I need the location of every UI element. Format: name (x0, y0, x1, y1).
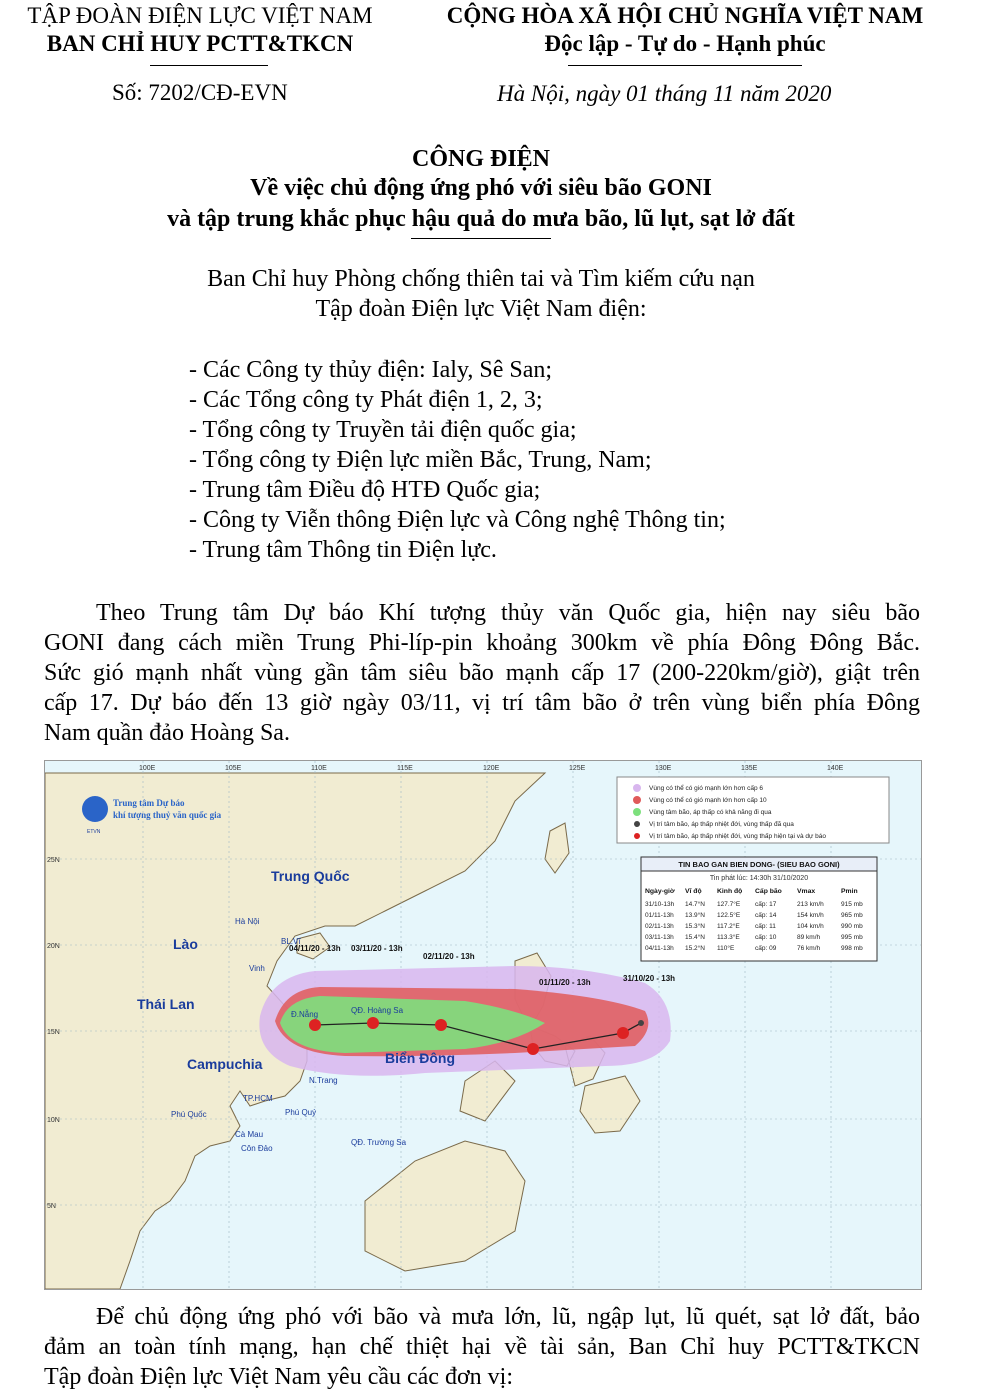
lat-label: 25N (47, 857, 60, 864)
country-label: Campuchia (187, 1056, 263, 1072)
lon-label: 115E (397, 765, 413, 772)
lon-label: 135E (741, 765, 758, 772)
taiwan-island (545, 823, 569, 873)
table-cell: cấp: 17 (755, 901, 777, 908)
table-cell: 995 mb (841, 934, 863, 941)
table-cell: 04/11-13h (645, 945, 674, 952)
legend-item: Vị trí tâm bão, áp thấp nhiệt đới, vùng thấp hiện tại và dự báo (649, 833, 827, 840)
paragraph-2 (44, 1302, 920, 1392)
table-cell: 76 km/h (797, 945, 821, 952)
table-header: Cấp bão (755, 888, 782, 895)
lon-label: 120E (483, 765, 500, 772)
table-cell: cấp: 14 (755, 912, 777, 919)
lat-label: 10N (47, 1117, 60, 1124)
place-label: Vinh (249, 964, 265, 973)
storm-symbol-icon (527, 1043, 539, 1055)
table-cell: 113.3°E (717, 934, 740, 941)
table-cell: 13.9°N (685, 912, 705, 919)
place-label: N.Trang (309, 1076, 338, 1085)
lon-label: 130E (655, 765, 672, 772)
text-line: Để chủ động ứng phó với bão và mưa lớn, lũ, ngập lụt, lũ quét, sạt lở đất, bảo (96, 1304, 920, 1330)
table-cell: 127.7°E (717, 901, 741, 908)
storm-bulletin (641, 857, 877, 961)
doc-number: Số: 7202/CĐ-EVN (112, 80, 288, 105)
storm-track-map (44, 760, 922, 1290)
agency-name: khí tượng thuỷ văn quốc gia (113, 810, 222, 820)
table-header: Kinh độ (717, 888, 743, 895)
divider (411, 238, 551, 239)
list-item: - Công ty Viễn thông Điện lực và Công nghệ Thông tin; (189, 507, 726, 533)
table-cell: 122.5°E (717, 912, 741, 919)
borneo (365, 1141, 525, 1271)
lat-label: 5N (47, 1203, 56, 1210)
issuer-unit: BAN CHỈ HUY PCTT&TKCN (46, 31, 354, 56)
place-date: Hà Nội, ngày 01 tháng 11 năm 2020 (497, 81, 832, 106)
table-cell: 110°E (717, 945, 735, 952)
table-cell: 998 mb (841, 945, 863, 952)
map-canvas (45, 761, 921, 1289)
storm-symbol-icon (309, 1019, 321, 1031)
table-cell: 31/10-13h (645, 901, 675, 908)
list-item: - Các Tổng công ty Phát điện 1, 2, 3; (189, 387, 543, 413)
list-item: - Tổng công ty Truyền tải điện quốc gia; (189, 417, 577, 443)
place-label: Côn Đảo (241, 1144, 273, 1153)
legend-swatch (634, 821, 640, 827)
map-legend (617, 777, 889, 843)
table-cell: 965 mb (841, 912, 863, 919)
country-label: Thái Lan (137, 996, 195, 1012)
table-cell: 14.7°N (685, 901, 705, 908)
legend-swatch (634, 833, 640, 839)
lon-label: 100E (139, 765, 156, 772)
list-item: - Tổng công ty Điện lực miền Bắc, Trung, Nam; (189, 447, 652, 473)
table-cell: 213 km/h (797, 901, 824, 908)
list-item: - Trung tâm Thông tin Điện lực. (189, 537, 497, 563)
table-cell: 915 mb (841, 901, 863, 908)
lon-label: 105E (225, 765, 242, 772)
table-cell: 104 km/h (797, 923, 824, 930)
list-item: - Trung tâm Điều độ HTĐ Quốc gia; (189, 477, 541, 503)
divider (150, 65, 268, 66)
legend-swatch (633, 784, 641, 792)
table-cell: cấp: 09 (755, 945, 777, 952)
table-cell: cấp: 10 (755, 934, 777, 941)
sender-line-2: Tập đoàn Điện lực Việt Nam điện: (315, 296, 647, 322)
text-line: Theo Trung tâm Dự báo Khí tượng thủy văn Quốc gia, hiện nay siêu bão (96, 600, 920, 626)
track-label: 01/11/20 - 13h (539, 978, 591, 987)
table-cell: 990 mb (841, 923, 863, 930)
paragraph-1 (44, 598, 920, 748)
storm-past-icon (638, 1020, 644, 1026)
lon-label: 125E (569, 765, 586, 772)
text-line: GONI đang cách miền Trung Phi-líp-pin khoảng 300km về phía Đông Đông Bắc. (44, 630, 920, 656)
table-cell: 15.2°N (685, 945, 705, 952)
place-label: Phú Quốc (171, 1110, 207, 1119)
place-label: BL.Vĩ (281, 937, 301, 946)
table-header: Pmin (841, 888, 858, 895)
table-cell: 15.3°N (685, 923, 705, 930)
country-name: CỘNG HÒA XÃ HỘI CHỦ NGHĨA VIỆT NAM (446, 3, 924, 28)
agency-logo-text: ETVN (87, 829, 101, 835)
table-header: Vmax (797, 888, 816, 895)
track-label: 31/10/20 - 13h (623, 974, 676, 983)
legend-swatch (633, 808, 641, 816)
agency-name: Trung tâm Dự báo (113, 798, 185, 808)
lat-label: 20N (47, 943, 60, 950)
lon-label: 110E (311, 765, 327, 772)
lat-label: 15N (47, 1029, 60, 1036)
place-label: QĐ. Hoàng Sa (351, 1006, 404, 1015)
country-label: Trung Quốc (271, 868, 350, 884)
text-line: cấp 17. Dự báo đến 13 giờ ngày 03/11, vị trí tâm bão ở trên vùng biển phía Đông (44, 690, 920, 716)
storm-symbol-icon (617, 1027, 629, 1039)
sender-line-1: Ban Chỉ huy Phòng chống thiên tai và Tìm kiếm cứu nạn (207, 266, 755, 292)
place-label: Hà Nội (235, 917, 260, 926)
national-motto: Độc lập - Tự do - Hạnh phúc (544, 31, 826, 56)
bulletin-title: TIN BAO GAN BIEN DONG- (SIEU BAO GONI) (678, 860, 840, 869)
place-label: QĐ. Trường Sa (351, 1138, 407, 1147)
place-label: Cà Mau (235, 1130, 264, 1139)
issuer-org: TẬP ĐOÀN ĐIỆN LỰC VIỆT NAM (27, 3, 373, 28)
list-item: - Các Công ty thủy điện: Ialy, Sê San; (189, 357, 553, 383)
storm-symbol-icon (435, 1019, 447, 1031)
table-cell: 03/11-13h (645, 934, 674, 941)
place-label: TP.HCM (243, 1094, 273, 1103)
table-cell: 117.2°E (717, 923, 740, 930)
table-cell: 02/11-13h (645, 923, 674, 930)
place-label: Phú Quý (285, 1108, 317, 1117)
text-line: Nam quần đảo Hoàng Sa. (44, 720, 290, 746)
subject-line-1: Về việc chủ động ứng phó với siêu bão GONI (250, 175, 712, 201)
track-label: 04/11/20 - 13h (289, 944, 341, 953)
table-cell: 01/11-13h (645, 912, 674, 919)
country-label: Lào (173, 936, 198, 952)
sea-label: Biển Đông (385, 1050, 455, 1066)
text-line: đảm an toàn tính mạng, hạn chế thiệt hại về tài sản, Ban Chỉ huy PCTT&TKCN (44, 1334, 920, 1360)
legend-item: Vị trí tâm bão, áp thấp nhiệt đới, vùng thấp đã qua (649, 821, 794, 828)
table-header: Ngày-giờ (645, 888, 675, 895)
bulletin-time: Tin phát lúc: 14:30h 31/10/2020 (709, 875, 809, 882)
track-label: 02/11/20 - 13h (423, 952, 475, 961)
subject-line-2: và tập trung khắc phục hậu quả do mưa bão, lũ lụt, sạt lở đất (167, 206, 795, 232)
legend-swatch (633, 796, 641, 804)
document-type: CÔNG ĐIỆN (411, 146, 550, 172)
text-line: Tập đoàn Điện lực Việt Nam yêu cầu các đơn vị: (44, 1364, 513, 1390)
table-header: Vĩ độ (685, 888, 702, 895)
lon-label: 140E (827, 765, 844, 772)
table-cell: cấp: 11 (755, 923, 776, 930)
legend-item: Vùng có thể có gió mạnh lớn hơn cấp 10 (649, 797, 767, 804)
legend-item: Vùng tâm bão, áp thấp có khả năng đi qua (649, 809, 772, 816)
table-cell: 154 km/h (797, 912, 824, 919)
place-label: Đ.Nẵng (291, 1010, 319, 1019)
text-line: Sức gió mạnh nhất vùng gần tâm siêu bão mạnh cấp 17 (200-220km/giờ), giật trên (44, 660, 920, 686)
table-cell: 89 km/h (797, 934, 821, 941)
recipient-list (189, 355, 726, 565)
table-cell: 15.4°N (685, 934, 705, 941)
track-label: 03/11/20 - 13h (351, 944, 403, 953)
storm-symbol-icon (367, 1017, 379, 1029)
legend-item: Vùng có thể có gió mạnh lớn hơn cấp 6 (649, 785, 764, 792)
divider (568, 65, 802, 66)
agency-logo-icon (82, 796, 108, 822)
